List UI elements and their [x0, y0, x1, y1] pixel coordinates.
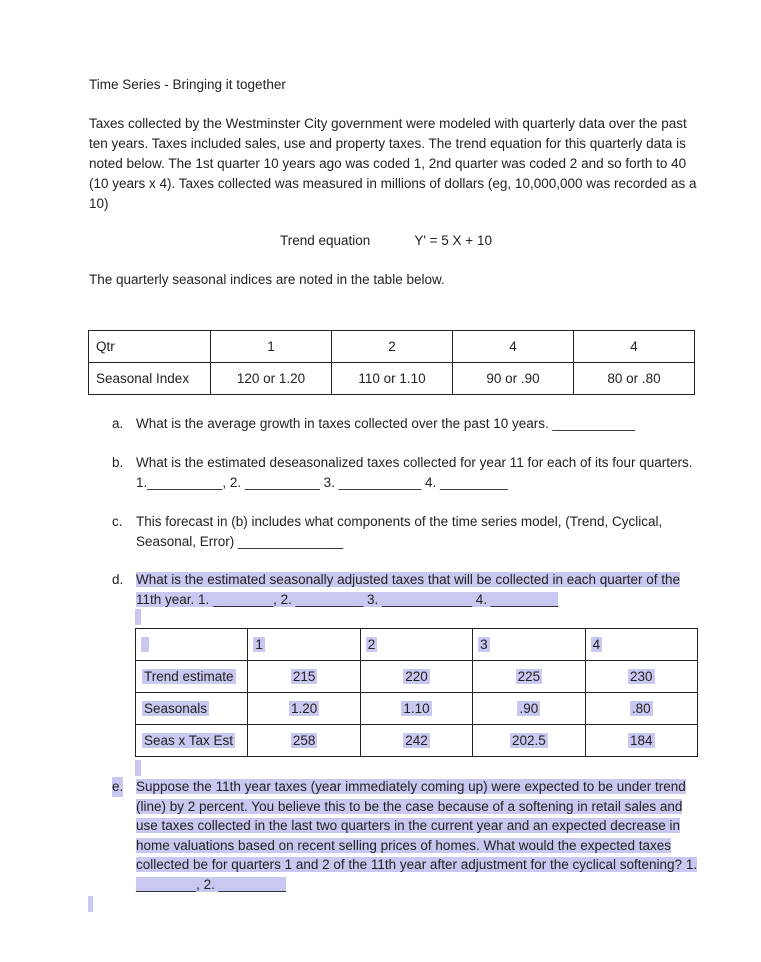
table-cell	[473, 725, 585, 757]
table-cell: 80 or .80	[574, 363, 695, 395]
table-cell	[136, 725, 248, 757]
table-header-cell	[360, 629, 472, 661]
table-row	[89, 331, 695, 363]
selected-text: Seas x Tax Est	[144, 733, 234, 748]
table-cell	[360, 725, 472, 757]
table-header-cell	[248, 629, 360, 661]
table-header-cell: Qtr	[89, 331, 211, 363]
table-row	[89, 363, 695, 395]
intro-paragraph: Taxes collected by the Westminster City government were modeled with quarterly data over the past ten years. Taxes included sales, use and property taxes. The trend equation for this quarterly data is noted below. The 1st quarter 10 years ago was coded 1, 2nd quarter was coded 2 and so forth to 40 (10 years x 4). Taxes collected was measured in millions of dollars (eg, 10,000,000 was recorded as a 10)	[89, 116, 697, 211]
selected-text: 230	[630, 669, 653, 684]
trend-equation-formula: Y' = 5 X + 10	[414, 233, 492, 248]
selected-text: 242	[405, 733, 428, 748]
table-cell	[585, 725, 697, 757]
selected-text: 215	[292, 669, 316, 684]
trend-equation-label: Trend equation	[280, 233, 371, 248]
selection-marker	[88, 896, 93, 912]
selected-text: Seasonals	[144, 701, 208, 716]
selected-text: 1	[255, 637, 263, 652]
selected-text: 184	[630, 733, 653, 748]
table-header-cell	[473, 629, 585, 661]
selected-text: 4	[592, 637, 601, 652]
table-row	[136, 629, 698, 661]
selection-marker	[135, 760, 141, 776]
selected-text: 2	[367, 637, 376, 652]
question-text: What is the estimated deseasonalized taxes collected for year 11 for each of its four quarters. 1.__________, 2. __________ 3. ___________ 4. _________	[136, 455, 693, 490]
selected-text: 220	[405, 669, 428, 684]
question-text: What is the estimated seasonally adjusted taxes that will be collected in each quarter of the 11th year. 1. ________, 2. _________ 3. ____________ 4. _________	[136, 572, 681, 607]
table-row	[136, 661, 698, 693]
table-header-cell: 4	[453, 331, 574, 363]
trend-equation	[280, 231, 492, 251]
table-cell	[473, 661, 585, 693]
table-cell	[585, 661, 697, 693]
selected-text: 3	[480, 637, 488, 652]
question-a	[112, 414, 702, 434]
list-marker: e.	[112, 777, 123, 797]
selected-text: Trend estimate	[144, 669, 234, 684]
table-cell: 90 or .90	[453, 363, 574, 395]
selected-text: 258	[292, 733, 316, 748]
list-marker: a.	[112, 416, 124, 431]
selection-marker	[135, 609, 141, 625]
selected-text: .80	[631, 701, 651, 716]
question-text: What is the average growth in taxes collected over the past 10 years. ___________	[136, 416, 636, 431]
table-cell: Seasonal Index	[89, 363, 211, 395]
question-text: Suppose the 11th year taxes (year immediately coming up) were expected to be under trend (line) by 2 percent. You believe this to be the case because of a softening in retail sales and use taxes collected in the last two quarters in the current year and an expected decrease in home valuations based on recent selling prices of homes. What would the expected taxes collected be for quarters 1 and 2 of the 11th year after adjustment for the cyclical softening? 1. ________, 2. _________	[136, 779, 698, 892]
seasonal-index-table	[88, 330, 695, 395]
selected-text: 1.20	[290, 701, 318, 716]
list-marker: c.	[112, 514, 123, 529]
selected-text: .90	[519, 701, 539, 716]
table-header-cell: 2	[332, 331, 453, 363]
list-marker: b.	[112, 455, 124, 470]
table-cell	[248, 693, 360, 725]
table-header-cell	[585, 629, 697, 661]
table-cell	[248, 725, 360, 757]
selected-text: 1.10	[403, 701, 430, 716]
list-marker: d.	[112, 572, 124, 587]
table-cell	[248, 661, 360, 693]
document-title: Time Series - Bringing it together	[89, 77, 286, 92]
selected-text: 225	[517, 669, 541, 684]
table-cell	[136, 661, 248, 693]
table-header-cell: 1	[211, 331, 332, 363]
estimate-table	[135, 628, 698, 757]
selected-text: 202.5	[511, 733, 546, 748]
question-b	[112, 453, 702, 492]
question-e	[112, 777, 702, 894]
table-cell	[473, 693, 585, 725]
table-header-cell: 4	[574, 331, 695, 363]
table-row	[136, 725, 698, 757]
question-c	[112, 512, 702, 551]
table-cell	[136, 693, 248, 725]
table-cell	[585, 693, 697, 725]
table-row	[136, 693, 698, 725]
selected-text	[141, 637, 149, 652]
question-text: This forecast in (b) includes what components of the time series model, (Trend, Cyclical, Seasonal, Error) ______________	[136, 514, 663, 549]
indices-note: The quarterly seasonal indices are noted in the table below.	[89, 272, 445, 287]
table-cell	[360, 661, 472, 693]
table-header-cell	[136, 629, 248, 661]
table-cell: 110 or 1.10	[332, 363, 453, 395]
question-d	[112, 570, 702, 609]
table-cell	[360, 693, 472, 725]
table-cell: 120 or 1.20	[211, 363, 332, 395]
